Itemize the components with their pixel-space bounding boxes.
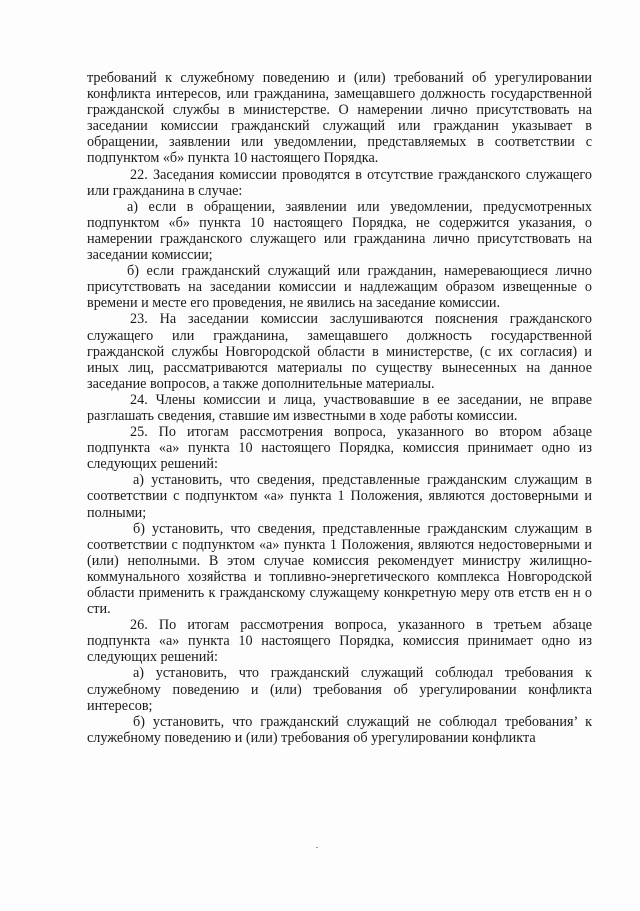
paragraph-26: 26. По итогам рассмотрения вопроса, указанного в третьем абзаце подпункта «а» пункта 10 настоящего Порядка, комиссия принимает одно из следующих решений:: [87, 617, 592, 666]
paragraph-24: 24. Члены комиссии и лица, участвовавшие в ее заседании, не вправе разглашать сведения, ставшие им известными в ходе работы комиссии.: [87, 391, 592, 424]
document-body: [87, 70, 592, 746]
paragraph-continuation: требований к служебному поведению и (или) требований об урегулировании конфликта интересов, или гражданина, замещавшего должность государственной гражданской службы в министерстве. О намерении лично присутствовать на заседании комиссии гражданский служащий или гражданин указывает в обращении, заявлении или уведомлении, представляемых в соответствии с подпунктом «б» пункта 10 настоящего Порядка.: [87, 70, 592, 167]
paragraph-26-b: б) установить, что гражданский служащий не соблюдал требования’ к служебному поведению и (или) требования об урегулировании конфликта: [87, 713, 592, 746]
scan-speck: [316, 847, 318, 848]
paragraph-25: 25. По итогам рассмотрения вопроса, указанного во втором абзаце подпункта «а» пункта 10 настоящего Порядка, комиссия принимает одно из следующих решений:: [87, 424, 592, 473]
paragraph-26-a: а) установить, что гражданский служащий соблюдал требования к служебному поведению и (или) требования об урегулировании конфликта интересов;: [87, 665, 592, 714]
paragraph-22-a: а) если в обращении, заявлении или уведомлении, предусмотренных подпунктом «б» пункта 10 настоящего Порядка, не содержится указания, о намерении гражданского служащего или гражданина лично присутствовать на заседании комиссии;: [87, 198, 592, 264]
paragraph-23: 23. На заседании комиссии заслушиваются пояснения гражданского служащего или гражданина, замещавшего должность государственной гражданской службы Новгородской области в министерстве, (с их согласия) и иных лиц, рассматриваются материалы по существу вынесенных на данное заседание вопросов, а также дополнительные материалы.: [87, 311, 592, 392]
paragraph-25-b: б) установить, что сведения, представленные гражданским служащим в соответствии с подпунктом «а» пункта 1 Положения, являются недостоверными и (или) неполными. В этом случае комиссия рекомендует министру жилищно-коммунального хозяйства и топливно-энергетического комплекса Новгородской области применить к гражданскому служащему конкретную меру отв етств ен н о сти.: [87, 520, 592, 618]
paragraph-22: 22. Заседания комиссии проводятся в отсутствие гражданского служащего или гражданина в случае:: [87, 166, 592, 199]
paragraph-22-b: б) если гражданский служащий или гражданин, намеревающиеся лично присутствовать на заседании комиссии и надлежащим образом извещенные о времени и месте его проведения, не явились на заседание комиссии.: [87, 263, 592, 312]
paragraph-25-a: а) установить, что сведения, представленные гражданским служащим в соответствии с подпунктом «а» пункта 1 Положения, являются достоверными и полными;: [87, 472, 592, 521]
